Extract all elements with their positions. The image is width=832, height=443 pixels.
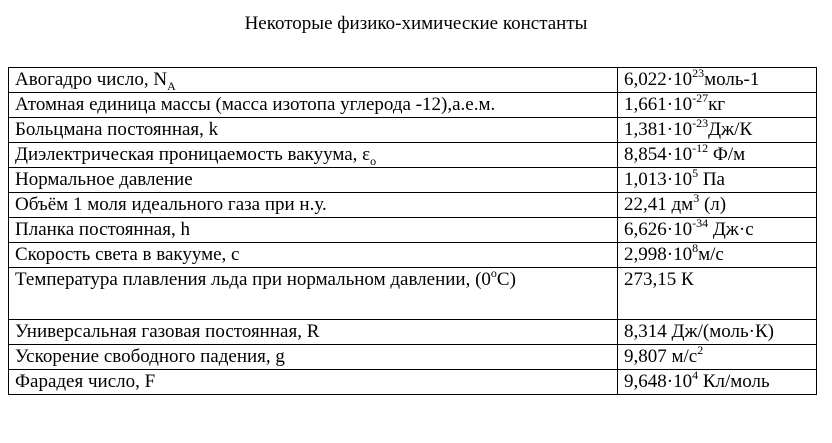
constant-value: 273,15 К: [618, 268, 817, 320]
document-title: Некоторые физико-химические константы: [244, 13, 588, 34]
table-row: [9, 218, 817, 243]
constant-value: $1,013\cdot 10^5$ Па: [618, 168, 817, 193]
table-row: [9, 68, 817, 93]
constant-name: Фарадея число, F: [9, 370, 618, 395]
constant-name: Больцмана постоянная, k: [9, 118, 618, 143]
constant-name: Температура плавления льда при нормальном давлении, $(0^оС)$: [9, 268, 618, 320]
constant-name: Атомная единица массы (масса изотопа углерода -12),а.е.м.: [9, 93, 618, 118]
table-row: [9, 193, 817, 218]
constant-value: $2,998\cdot 10^8м/с$: [618, 243, 817, 268]
table-row: [9, 345, 817, 370]
constant-name: Диэлектрическая проницаемость вакуума, $\varepsilon_o$: [9, 143, 618, 168]
constant-name: Нормальное давление: [9, 168, 618, 193]
table-row: [9, 93, 817, 118]
constant-value: 8,314 Дж/(моль·К): [618, 320, 817, 345]
table-row: [9, 168, 817, 193]
table-row: [9, 243, 817, 268]
constant-value: $6,626\cdot 10^{-34}$ Дж·с: [618, 218, 817, 243]
constants-table: [8, 67, 817, 395]
constant-value: $9,648\cdot 10^4$ Кл/моль: [618, 370, 817, 395]
constant-value: $1,381\cdot 10^{-23}Дж/К$: [618, 118, 817, 143]
constant-value: $6,022\cdot 10^{23}моль-1$: [618, 68, 817, 93]
constant-value: 22,41 $дм^3$ (л): [618, 193, 817, 218]
table-row: [9, 143, 817, 168]
constant-value: 9,807 $м/с^2$: [618, 345, 817, 370]
table-row: [9, 320, 817, 345]
constant-name: Объём 1 моля идеального газа при н.у.: [9, 193, 618, 218]
constant-value: $8,854\cdot 10^{-12}$ Ф/м: [618, 143, 817, 168]
constant-name: Универсальная газовая постоянная, R: [9, 320, 618, 345]
constant-name: Планка постоянная, h: [9, 218, 618, 243]
constant-name: Скорость света в вакууме, с: [9, 243, 618, 268]
constant-name: Ускорение свободного падения, g: [9, 345, 618, 370]
table-row: [9, 268, 817, 320]
constant-value: $1,661\cdot 10^{-27}кг$: [618, 93, 817, 118]
table-row: [9, 370, 817, 395]
constant-name: Авогадро число, $N_A$: [9, 68, 618, 93]
table-row: [9, 118, 817, 143]
